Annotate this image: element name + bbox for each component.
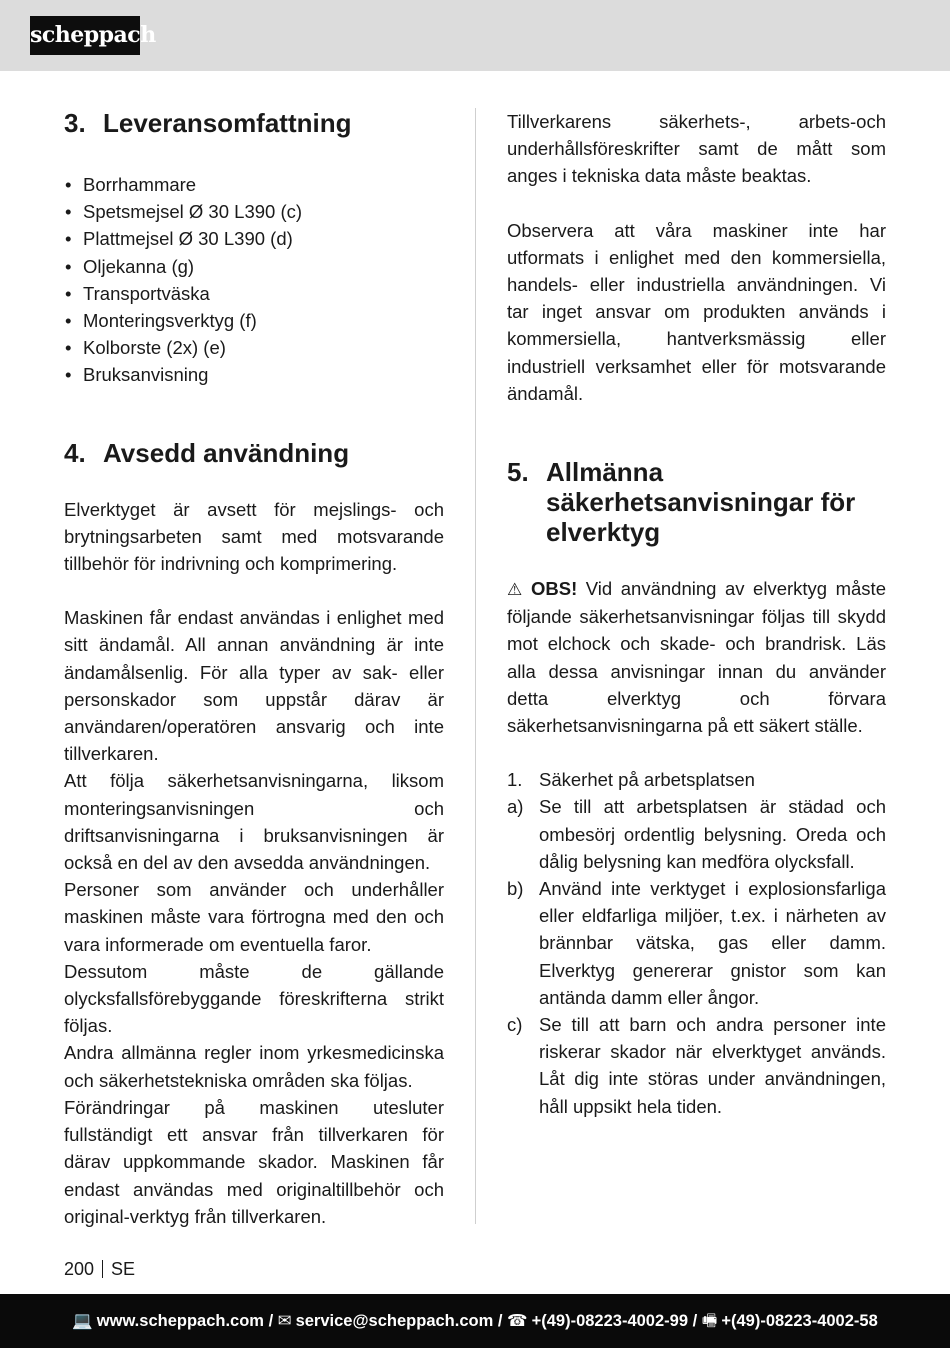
computer-icon: 💻: [72, 1312, 93, 1330]
list-text: Se till att barn och andra personer inte riskerar skador när elverktyget används. Låt dig inte störas under användningen, håll uppsikt hela tiden.: [539, 1014, 886, 1117]
obs-paragraph: [507, 575, 886, 739]
obs-label: OBS!: [531, 578, 578, 600]
left-column: [64, 108, 444, 1230]
list-item: [507, 1011, 886, 1120]
list-marker: a): [507, 796, 524, 818]
paragraph: Andra allmänna regler inom yrkesmedicinska och säkerhetstekniska områden ska följas.: [64, 1042, 444, 1091]
list-item: • Monteringsverktyg (f): [64, 307, 444, 334]
contact-bar: [0, 1294, 950, 1348]
list-marker: 1.: [507, 769, 523, 791]
list-text: Använd inte verktyget i explosionsfarliga eller eldfarliga miljöer, t.ex. i närheten av brännbar vätska, gas eller damm. Elverktyg genererar gnistor som kan antända damm eller ångor.: [539, 878, 886, 1008]
paragraph: Observera att våra maskiner inte har utformats i enlighet med den kommersiella, handels- eller industriella användningen. Vi tar inget ansvar om produkten används i kommersiella, hantverksmässig eller industriell verksamhet eller för motsvarande ändamål.: [507, 219, 886, 404]
section-number: 4.: [64, 437, 86, 468]
paragraph: Personer som använder och underhåller maskinen måste vara förtrogna med den och vara informerade om eventuella faror.: [64, 879, 444, 955]
delivery-list: [64, 171, 444, 389]
language-code: SE: [111, 1259, 136, 1279]
phone-number: +(49)-08223-4002-99 /: [531, 1312, 698, 1330]
paragraph: Maskinen får endast användas i enlighet med sitt ändamål. All annan användning är inte ändamålsenlig. För alla typer av sak- eller personskador som uppstår därav är användaren/operatören ansvarig och inte tillverkaren.: [64, 607, 444, 765]
mail-icon: ✉: [277, 1312, 292, 1330]
list-item: [507, 875, 886, 1011]
phone-icon: ☎: [507, 1312, 528, 1330]
list-item: [507, 766, 886, 793]
section-title: Avsedd användning: [103, 437, 350, 468]
list-item: • Borrhammare: [64, 171, 444, 198]
paragraph: Dessutom måste de gällande olycksfallsförebyggande föreskrifterna strikt följas.: [64, 960, 444, 1037]
column-divider: [475, 108, 476, 1224]
right-column: [507, 108, 886, 1120]
list-marker: c): [507, 1014, 523, 1036]
warning-icon: ⚠: [507, 580, 523, 600]
paragraph: Att följa säkerhetsanvisningarna, liksom monteringsanvisningen och driftsanvisningarna i bruksanvisningen är också en del av den avsedda användningen.: [64, 770, 444, 874]
paragraph: Tillverkarens säkerhets-, arbets-och underhållsföreskrifter samt de mått som anges i tekniska data måste beaktas.: [507, 111, 886, 187]
list-item: • Plattmejsel Ø 30 L390 (d): [64, 225, 444, 252]
list-item: • Oljekanna (g): [64, 253, 444, 280]
list-text: Säkerhet på arbetsplatsen: [539, 769, 755, 791]
header-bar: [0, 0, 950, 71]
list-item: [507, 793, 886, 875]
list-item: • Transportväska: [64, 280, 444, 307]
page-separator: [102, 1260, 103, 1278]
list-item: • Spetsmejsel Ø 30 L390 (c): [64, 198, 444, 225]
website-link[interactable]: www.scheppach.com /: [96, 1312, 274, 1330]
page-number-value: 200: [64, 1259, 95, 1279]
list-item: • Kolborste (2x) (e): [64, 334, 444, 361]
scheppach-logo: scheppach: [30, 16, 140, 55]
safety-list: [507, 766, 886, 1120]
email-link[interactable]: service@scheppach.com /: [295, 1312, 503, 1330]
fax-number: +(49)-08223-4002-58: [721, 1312, 878, 1330]
list-marker: b): [507, 878, 524, 900]
section-title: Leveransomfattning: [103, 108, 352, 138]
list-text: Se till att arbetsplatsen är städad och ombesörj ordentlig belysning. Oreda och dålig belysning kan medföra olycksfall.: [539, 796, 886, 872]
section-number: 5.: [507, 457, 529, 488]
paragraph: Förändringar på maskinen utesluter fullständigt ett ansvar från tillverkaren för därav uppkommande skador. Maskinen får endast användas med originaltillbehör och original-verktyg från tillverkaren.: [64, 1096, 444, 1227]
list-item: • Bruksanvisning: [64, 361, 444, 388]
obs-text: Vid användning av elverktyg måste följande säkerhetsanvisningar följas till skydd mot elchock och skade- och brandrisk. Läs alla dessa anvisningar innan du använder detta elverktyg och förvara säkerhetsanvisningarna på ett säkert ställe.: [507, 578, 886, 737]
section-5-heading: [507, 457, 886, 547]
section-title: Allmänna säkerhetsanvisningar för elverktyg: [546, 457, 856, 548]
paragraph: Elverktyget är avsett för mejslings- och brytningsarbeten samt med motsvarande tillbehör för indrivning och komprimering.: [64, 498, 444, 575]
section-number: 3.: [64, 108, 86, 138]
section-4-heading: [64, 438, 444, 468]
page-number: [64, 1257, 135, 1281]
fax-icon: 🖷: [701, 1312, 718, 1330]
section-3-heading: [64, 108, 444, 138]
